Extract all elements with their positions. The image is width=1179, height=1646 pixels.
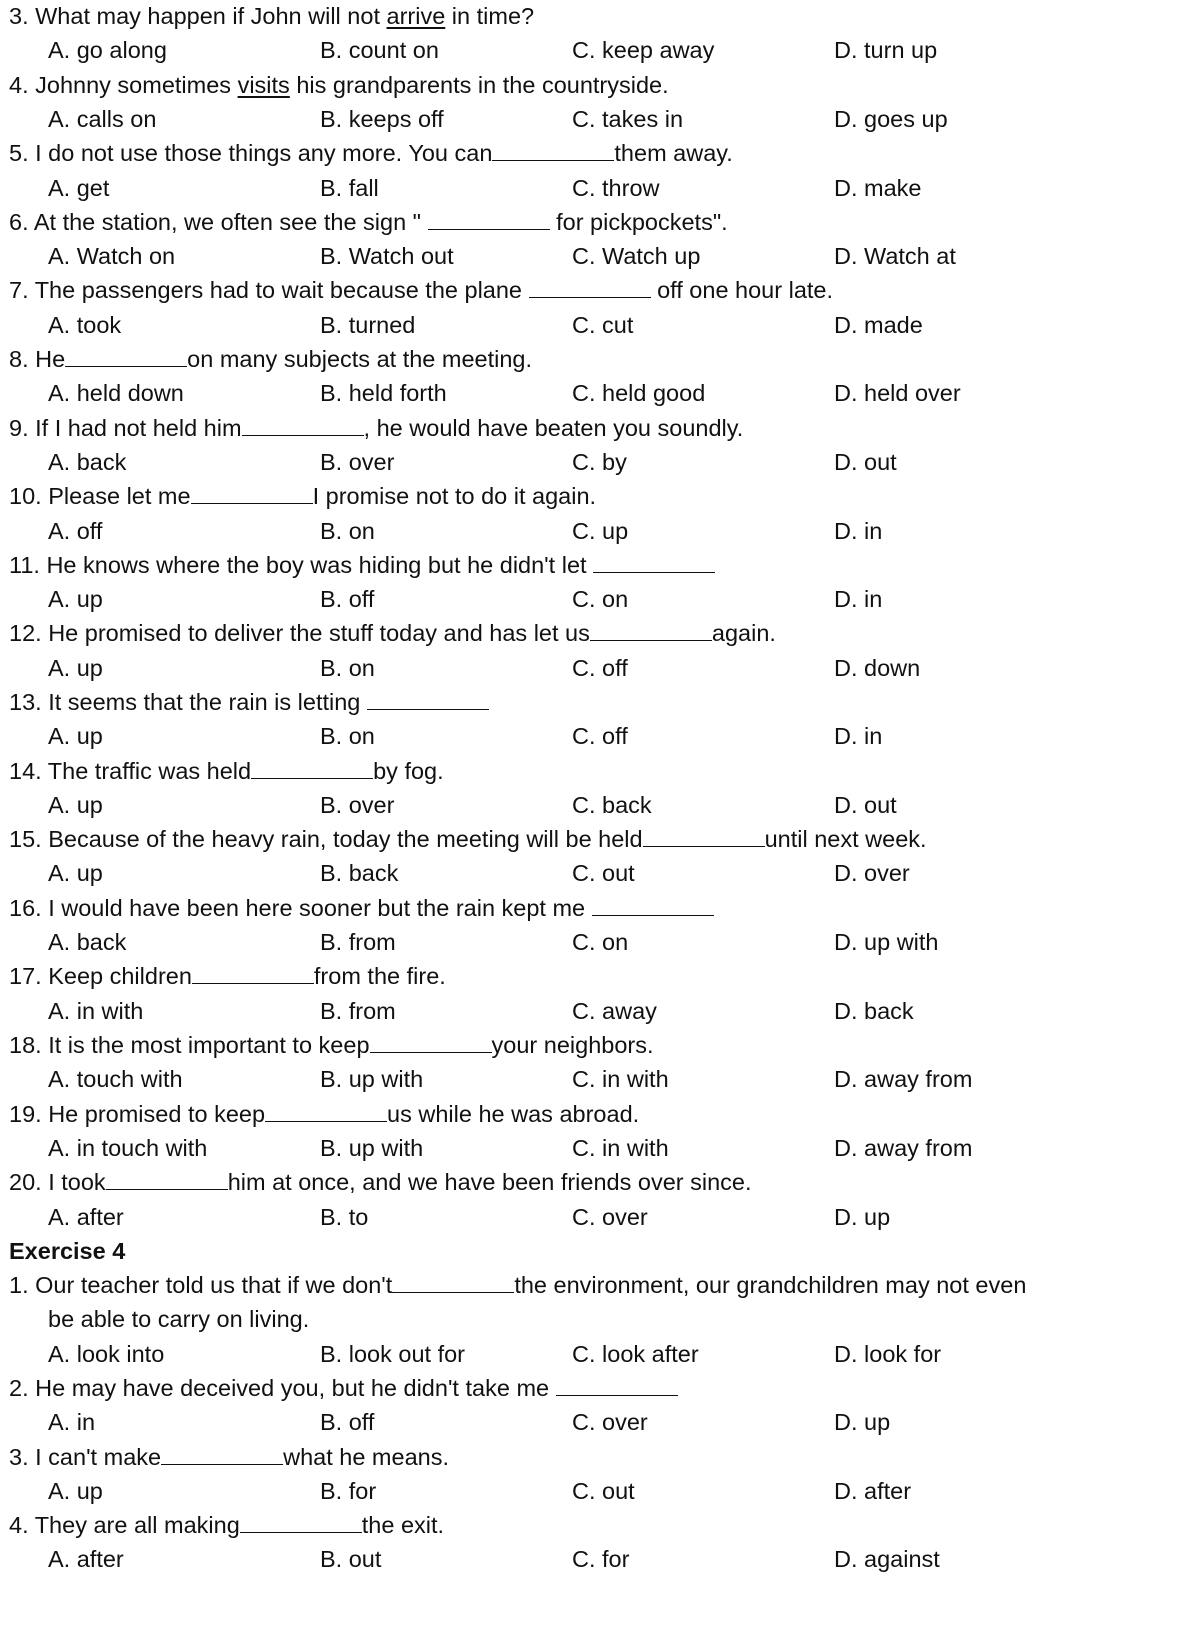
answer-blank[interactable] [593,552,715,573]
answer-option-a[interactable]: A. look into [48,1341,165,1367]
answer-option-d[interactable]: D. out [834,792,897,818]
question-continuation: be able to carry on living. [48,1306,310,1332]
answer-option-d[interactable]: D. away from [834,1066,973,1092]
question-text: again. [711,620,776,646]
answer-option-c[interactable]: C. in with [572,1135,669,1161]
answer-option-d[interactable]: D. up [834,1409,891,1435]
answer-option-c[interactable]: C. Watch up [572,243,701,269]
question-text: 8. He [9,346,66,372]
answer-blank[interactable] [191,483,313,504]
question-text: 4. Johnny sometimes [9,72,238,98]
question-text: him at once, and we have been friends over since. [227,1169,752,1195]
question-text: 6. At the station, we often see the sign " [9,209,428,235]
answer-option-c[interactable]: C. off [572,723,628,749]
question [9,208,728,238]
question [9,825,927,855]
question [9,962,446,992]
question [9,1374,678,1404]
question [9,1511,444,1541]
question-text: 1. Our teacher told us that if we don't [9,1272,393,1298]
answer-option-b[interactable]: B. turned [320,312,416,338]
answer-option-b[interactable]: B. for [320,1478,377,1504]
answer-option-a[interactable]: A. up [48,860,103,886]
answer-option-d[interactable]: D. against [834,1546,940,1572]
answer-option-c[interactable]: C. for [572,1546,630,1572]
answer-option-a[interactable]: A. up [48,1478,103,1504]
answer-blank[interactable] [106,1169,228,1190]
answer-option-a[interactable]: A. up [48,792,103,818]
question [9,688,489,718]
question-text: in time? [445,3,535,29]
answer-option-d[interactable]: D. look for [834,1341,942,1367]
question-text: the exit. [361,1512,445,1538]
answer-option-a[interactable]: A. took [48,312,122,338]
answer-option-a[interactable]: A. in touch with [48,1135,208,1161]
answer-option-c[interactable]: C. takes in [572,106,684,132]
answer-option-b[interactable]: B. back [320,860,399,886]
question-text: 10. Please let me [9,483,191,509]
answer-option-c[interactable]: C. over [572,1409,648,1435]
question-text: for pickpockets". [549,209,728,235]
answer-option-c[interactable]: C. by [572,449,627,475]
answer-blank[interactable] [592,895,714,916]
question-text: his grandparents in the countryside. [289,72,669,98]
question [9,1271,1026,1301]
answer-option-b[interactable]: B. over [320,792,395,818]
question-text: by fog. [373,758,444,784]
question-text: 3. What may happen if John will not [9,3,387,29]
answer-option-c[interactable]: C. cut [572,312,634,338]
answer-option-a[interactable]: A. in [48,1409,96,1435]
answer-option-d[interactable]: D. in [834,518,883,544]
answer-option-a[interactable]: A. up [48,586,103,612]
answer-blank[interactable] [265,1101,387,1122]
answer-blank[interactable] [192,963,314,984]
answer-blank[interactable] [242,415,364,436]
answer-option-c[interactable]: C. away [572,998,657,1024]
answer-option-d[interactable]: D. in [834,586,883,612]
question [9,345,532,375]
question [9,894,714,924]
underlined-word: visits [237,72,290,98]
answer-blank[interactable] [529,277,651,298]
answer-option-d[interactable]: D. after [834,1478,912,1504]
answer-option-b[interactable]: B. to [320,1204,369,1230]
question-text: 19. He promised to keep [9,1101,266,1127]
question-text: 11. He knows where the boy was hiding but he didn't let [9,552,594,578]
answer-option-a[interactable]: A. off [48,518,103,544]
question-text: off one hour late. [650,277,834,303]
question [9,414,743,444]
answer-option-c[interactable]: C. keep away [572,37,715,63]
answer-option-b[interactable]: B. on [320,518,375,544]
answer-option-a[interactable]: A. go along [48,37,167,63]
answer-option-d[interactable]: D. goes up [834,106,948,132]
question [9,482,596,512]
answer-option-d[interactable]: D. away from [834,1135,973,1161]
question [9,2,534,32]
answer-option-d[interactable]: D. back [834,998,914,1024]
question-text: 5. I do not use those things any more. You can [9,140,493,166]
answer-blank[interactable] [65,346,187,367]
answer-option-c[interactable]: C. look after [572,1341,699,1367]
question-text: us while he was abroad. [387,1101,640,1127]
underlined-word: arrive [386,3,446,29]
answer-option-d[interactable]: D. make [834,175,922,201]
answer-option-b[interactable]: B. off [320,586,375,612]
answer-blank[interactable] [492,140,614,161]
answer-option-d[interactable]: D. turn up [834,37,938,63]
answer-option-b[interactable]: B. over [320,449,395,475]
answer-option-a[interactable]: A. Watch on [48,243,176,269]
question-text: 20. I took [9,1169,106,1195]
answer-option-c[interactable]: C. throw [572,175,660,201]
question-text: 13. It seems that the rain is letting [9,689,367,715]
question-text: what he means. [283,1444,449,1470]
question-text: 3. I can't make [9,1444,162,1470]
answer-option-a[interactable]: A. get [48,175,110,201]
answer-option-b[interactable]: B. from [320,998,396,1024]
answer-blank[interactable] [370,1032,492,1053]
question-text: , he would have beaten you soundly. [363,415,744,441]
answer-option-b[interactable]: B. off [320,1409,375,1435]
question-text: 4. They are all making [9,1512,240,1538]
question [9,1443,449,1473]
answer-blank[interactable] [251,758,373,779]
answer-option-b[interactable]: B. up with [320,1066,424,1092]
answer-option-d[interactable]: D. Watch at [834,243,956,269]
question-text: 7. The passengers had to wait because the plane [9,277,529,303]
question-text: 12. He promised to deliver the stuff today and has let us [9,620,590,646]
answer-option-d[interactable]: D. made [834,312,923,338]
answer-option-d[interactable]: D. up [834,1204,891,1230]
answer-option-b[interactable]: B. keeps off [320,106,444,132]
answer-option-d[interactable]: D. out [834,449,897,475]
answer-option-d[interactable]: D. over [834,860,910,886]
answer-option-a[interactable]: A. calls on [48,106,157,132]
question-text: on many subjects at the meeting. [187,346,533,372]
answer-option-a[interactable]: A. back [48,929,127,955]
question [9,619,776,649]
answer-option-b[interactable]: B. out [320,1546,382,1572]
question-text: the environment, our grandchildren may not even [514,1272,1027,1298]
answer-option-d[interactable]: D. held over [834,380,961,406]
question-text: 9. If I had not held him [9,415,242,441]
question-text: 18. It is the most important to keep [9,1032,370,1058]
answer-option-a[interactable]: A. after [48,1204,124,1230]
question-text: 17. Keep children [9,963,192,989]
answer-option-b[interactable]: B. Watch out [320,243,454,269]
answer-option-d[interactable]: D. up with [834,929,939,955]
answer-option-a[interactable]: A. up [48,723,103,749]
answer-option-c[interactable]: C. held good [572,380,706,406]
answer-option-a[interactable]: A. back [48,449,127,475]
answer-blank[interactable] [161,1444,283,1465]
answer-option-c[interactable]: C. back [572,792,652,818]
answer-option-d[interactable]: D. in [834,723,883,749]
question [9,276,833,306]
answer-option-a[interactable]: A. touch with [48,1066,183,1092]
answer-option-b[interactable]: B. fall [320,175,379,201]
question-text: I promise not to do it again. [312,483,597,509]
answer-option-a[interactable]: A. in with [48,998,144,1024]
answer-option-c[interactable]: C. over [572,1204,648,1230]
answer-option-b[interactable]: B. look out for [320,1341,465,1367]
answer-option-c[interactable]: C. out [572,1478,635,1504]
answer-option-c[interactable]: C. out [572,860,635,886]
question-text: them away. [614,140,733,166]
answer-option-b[interactable]: B. on [320,655,375,681]
answer-option-c[interactable]: C. in with [572,1066,669,1092]
answer-option-c[interactable]: C. off [572,655,628,681]
answer-blank[interactable] [590,620,712,641]
question-text: 14. The traffic was held [9,758,252,784]
answer-blank[interactable] [240,1512,362,1533]
answer-blank[interactable] [428,209,550,230]
section-heading: Exercise 4 [9,1238,126,1264]
answer-option-b[interactable]: B. on [320,723,375,749]
answer-option-c[interactable]: C. on [572,929,629,955]
answer-option-c[interactable]: C. up [572,518,629,544]
question-text: 16. I would have been here sooner but the rain kept me [9,895,592,921]
question [9,1100,639,1130]
question [9,139,733,169]
answer-option-a[interactable]: A. up [48,655,103,681]
answer-blank[interactable] [556,1375,678,1396]
answer-option-a[interactable]: A. held down [48,380,184,406]
question [9,1031,654,1061]
answer-option-a[interactable]: A. after [48,1546,124,1572]
answer-option-b[interactable]: B. count on [320,37,439,63]
question [9,551,715,581]
answer-option-c[interactable]: C. on [572,586,629,612]
question-text: 2. He may have deceived you, but he didn't take me [9,1375,556,1401]
question-text: until next week. [764,826,927,852]
answer-blank[interactable] [643,826,765,847]
question-text: 15. Because of the heavy rain, today the meeting will be held [9,826,643,852]
answer-option-b[interactable]: B. up with [320,1135,424,1161]
question [9,71,669,101]
answer-option-d[interactable]: D. down [834,655,921,681]
question-text: from the fire. [313,963,446,989]
answer-blank[interactable] [367,689,489,710]
answer-blank[interactable] [392,1272,514,1293]
answer-option-b[interactable]: B. from [320,929,396,955]
answer-option-b[interactable]: B. held forth [320,380,447,406]
question-text: your neighbors. [491,1032,654,1058]
question [9,1168,752,1198]
question [9,757,444,787]
